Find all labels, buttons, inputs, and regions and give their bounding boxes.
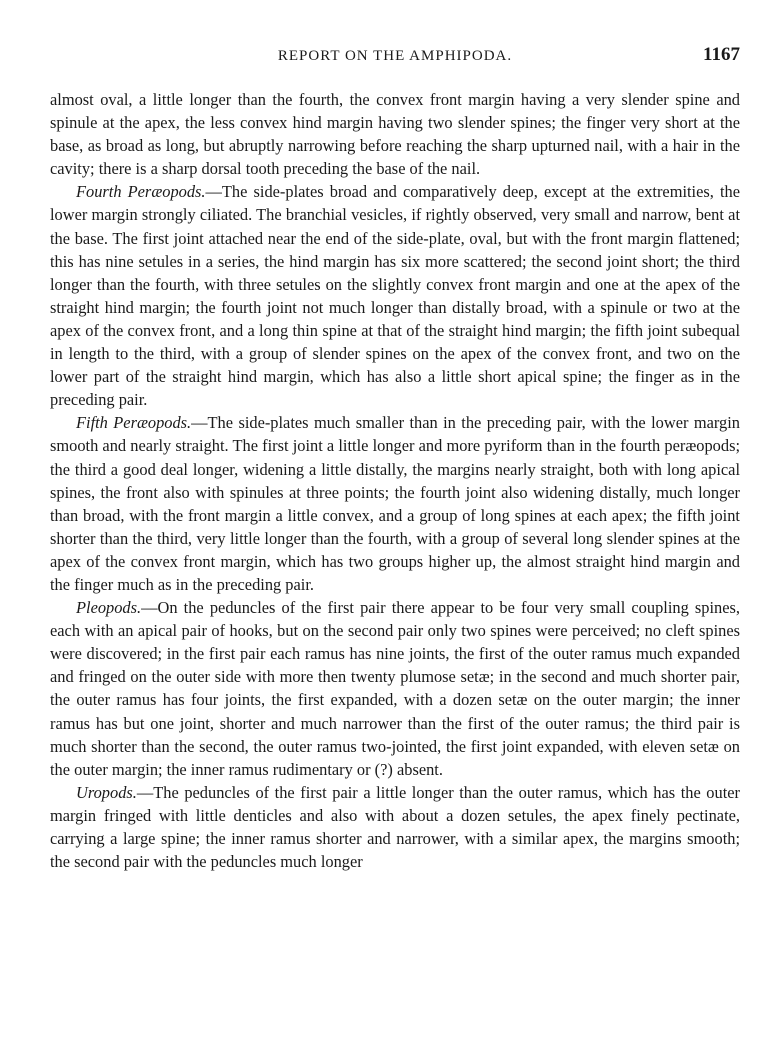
- paragraph-text: —The peduncles of the first pair a little longer than the outer ramus, which has the outer margin fringed with little denticles and also with about a dozen setules, the apex finely pectinate, carrying a large spine; the inner ramus shorter and narrower, with a similar apex, the margins smooth; the second pair with the peduncles much longer: [50, 782, 740, 872]
- page-number: 1167: [703, 44, 740, 65]
- paragraph-continuation: [50, 88, 740, 180]
- paragraph-fifth-peraeopods: [50, 411, 740, 596]
- paragraph-text: —The side-plates broad and comparatively deep, except at the extremities, the lower margin strongly ciliated. The branchial vesicles, if rightly observed, very small and narrow, bent at the base. The first joint attached near the end of the side-plate, oval, but with the front margin flattened; this has nine setules in a series, the hind margin has six more scattered; the second joint short; the third longer than the fourth, with three setules on the slightly convex front margin and one at the apex of the straight hind margin; the fourth joint not much longer than distally broad, with a spinule or two at the apex of the convex front, and a long thin spine at that of the straight hind margin; the fifth joint subequal in length to the third, with a group of slender spines on the apex of the convex front, and two on the lower part of the straight hind margin, which has also a little short apical spine; the finger as in the preceding pair.: [50, 182, 741, 410]
- paragraph-text: almost oval, a little longer than the fourth, the convex front margin having a very slender spine and spinule at the apex, the less convex hind margin having two slender spines; the finger very short at the base, as broad as long, but abruptly narrowing before reaching the sharp upturned nail, with a hair in the cavity; there is a sharp dorsal tooth preceding the base of the nail.: [50, 90, 740, 179]
- body-text: [50, 88, 740, 873]
- paragraph-pleopods: [50, 596, 740, 781]
- section-heading: Fourth Peræopods.: [76, 182, 206, 202]
- paragraph-uropods: [50, 781, 740, 873]
- paragraph-text: —On the peduncles of the first pair there appear to be four very small coupling spines, each with an apical pair of hooks, but on the second pair only two spines were perceived; no cleft spines were discovered; in the first pair each ramus has nine joints, the first of the outer ramus much expanded and fringed on the outer side with more then twenty plumose setæ; in the second and much shorter pair, the outer ramus has four joints, the first expanded, with a dozen setæ on the outer margin; the inner ramus has but one joint, shorter and much narrower than the first of the outer ramus; the third pair is much shorter than the second, the outer ramus two-jointed, the first joint expanded, with eleven setæ on the outer margin; the inner ramus rudimentary or (?) absent.: [50, 598, 740, 779]
- section-heading: Fifth Peræopods.: [76, 413, 192, 433]
- paragraph-fourth-peraeopods: [50, 180, 740, 411]
- section-heading: Pleopods.: [76, 598, 142, 618]
- running-title: REPORT ON THE AMPHIPODA.: [277, 48, 513, 64]
- section-heading: Uropods.: [76, 782, 137, 802]
- running-head: [50, 40, 740, 70]
- paragraph-text: —The side-plates much smaller than in the preceding pair, with the lower margin smooth and nearly straight. The first joint a little longer and more pyriform than in the fourth peræopods; the third a good deal longer, widening a little distally, the margins nearly straight, both with long apical spines, the front also with spinules at three points; the fourth joint also widening distally, much longer than broad, with the front margin a little convex, and a group of long spines at each apex; the fifth joint shorter than the third, very little longer than the fourth, with a group of several long slender spines at the apex of the convex front margin, which has two groups higher up, the almost straight hind margin and the finger much as in the preceding pair.: [50, 413, 740, 594]
- page: [50, 40, 740, 873]
